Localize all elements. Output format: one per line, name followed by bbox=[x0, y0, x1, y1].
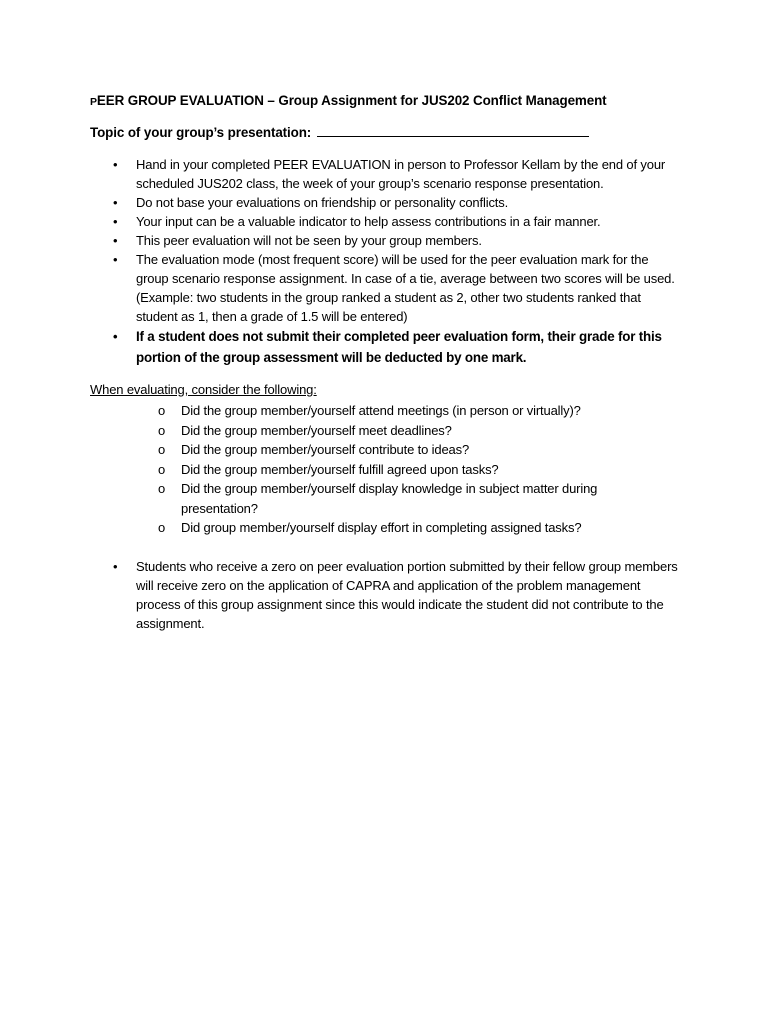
list-item bbox=[0, 155, 681, 193]
list-item-text: This peer evaluation will not be seen by your group members. bbox=[136, 233, 482, 248]
list-item-text: The evaluation mode (most frequent score) will be used for the peer evaluation mark for the group scenario response assignment. In case of a tie, average between two scores will be used. (Example: two students in the group ranked a student as 2, other two students ranked that student as 1, then a grade of 1.5 will be entered) bbox=[136, 252, 675, 324]
final-note-list bbox=[0, 557, 681, 633]
instructions-list bbox=[0, 155, 684, 368]
criteria-list bbox=[0, 401, 671, 538]
criteria-item bbox=[0, 440, 671, 460]
document-title bbox=[90, 93, 607, 108]
list-item-text: Students who receive a zero on peer evaluation portion submitted by their fellow group members will receive zero on the application of CAPRA and application of the problem management process of this group assignment since this would indicate the student did not contribute to the assignment. bbox=[136, 559, 678, 631]
topic-blank-line bbox=[317, 124, 589, 137]
circle-bullet-icon: o bbox=[158, 422, 166, 438]
bullet-icon: • bbox=[113, 559, 118, 574]
circle-bullet-icon: o bbox=[158, 481, 166, 496]
consider-heading: When evaluating, consider the following: bbox=[90, 382, 317, 397]
bullet-icon: • bbox=[113, 195, 118, 210]
criteria-item bbox=[0, 460, 671, 480]
list-item-bold bbox=[0, 326, 684, 368]
list-item bbox=[0, 193, 681, 212]
criteria-text: Did the group member/yourself fulfill agreed upon tasks? bbox=[181, 461, 499, 477]
list-item bbox=[0, 231, 681, 250]
list-item bbox=[0, 557, 681, 633]
bullet-icon: • bbox=[113, 329, 118, 344]
topic-line bbox=[90, 124, 589, 140]
bullet-icon: • bbox=[113, 157, 118, 172]
criteria-text: Did the group member/yourself attend meetings (in person or virtually)? bbox=[181, 403, 581, 418]
title-text: EER GROUP EVALUATION – Group Assignment for JUS202 Conflict Management bbox=[96, 93, 607, 108]
criteria-text: Did the group member/yourself contribute to ideas? bbox=[181, 442, 470, 457]
criteria-item bbox=[0, 401, 671, 421]
list-item-text: If a student does not submit their completed peer evaluation form, their grade for this portion of the group assessment will be deducted by one mark. bbox=[136, 329, 662, 365]
criteria-text: Did the group member/yourself meet deadlines? bbox=[181, 422, 452, 438]
title-first-letter: P bbox=[90, 96, 97, 108]
list-item bbox=[0, 212, 681, 231]
list-item-text: Do not base your evaluations on friendship or personality conflicts. bbox=[136, 195, 509, 210]
circle-bullet-icon: o bbox=[158, 403, 166, 418]
list-item-text: Your input can be a valuable indicator to help assess contributions in a fair manner. bbox=[136, 214, 601, 229]
topic-label: Topic of your group’s presentation: bbox=[90, 125, 312, 140]
circle-bullet-icon: o bbox=[158, 442, 166, 457]
list-item-text: Hand in your completed PEER EVALUATION in person to Professor Kellam by the end of your scheduled JUS202 class, the week of your group’s scenario response presentation. bbox=[136, 157, 666, 191]
list-item bbox=[0, 250, 681, 326]
bullet-icon: • bbox=[113, 252, 118, 267]
criteria-text: Did the group member/yourself display knowledge in subject matter during presentation? bbox=[181, 481, 598, 516]
circle-bullet-icon: o bbox=[158, 461, 166, 477]
bullet-icon: • bbox=[113, 233, 118, 248]
criteria-item bbox=[0, 479, 671, 518]
criteria-item bbox=[0, 518, 671, 538]
criteria-text: Did group member/yourself display effort in completing assigned tasks? bbox=[181, 520, 582, 535]
criteria-item bbox=[0, 421, 671, 441]
circle-bullet-icon: o bbox=[158, 520, 166, 535]
bullet-icon: • bbox=[113, 214, 118, 229]
